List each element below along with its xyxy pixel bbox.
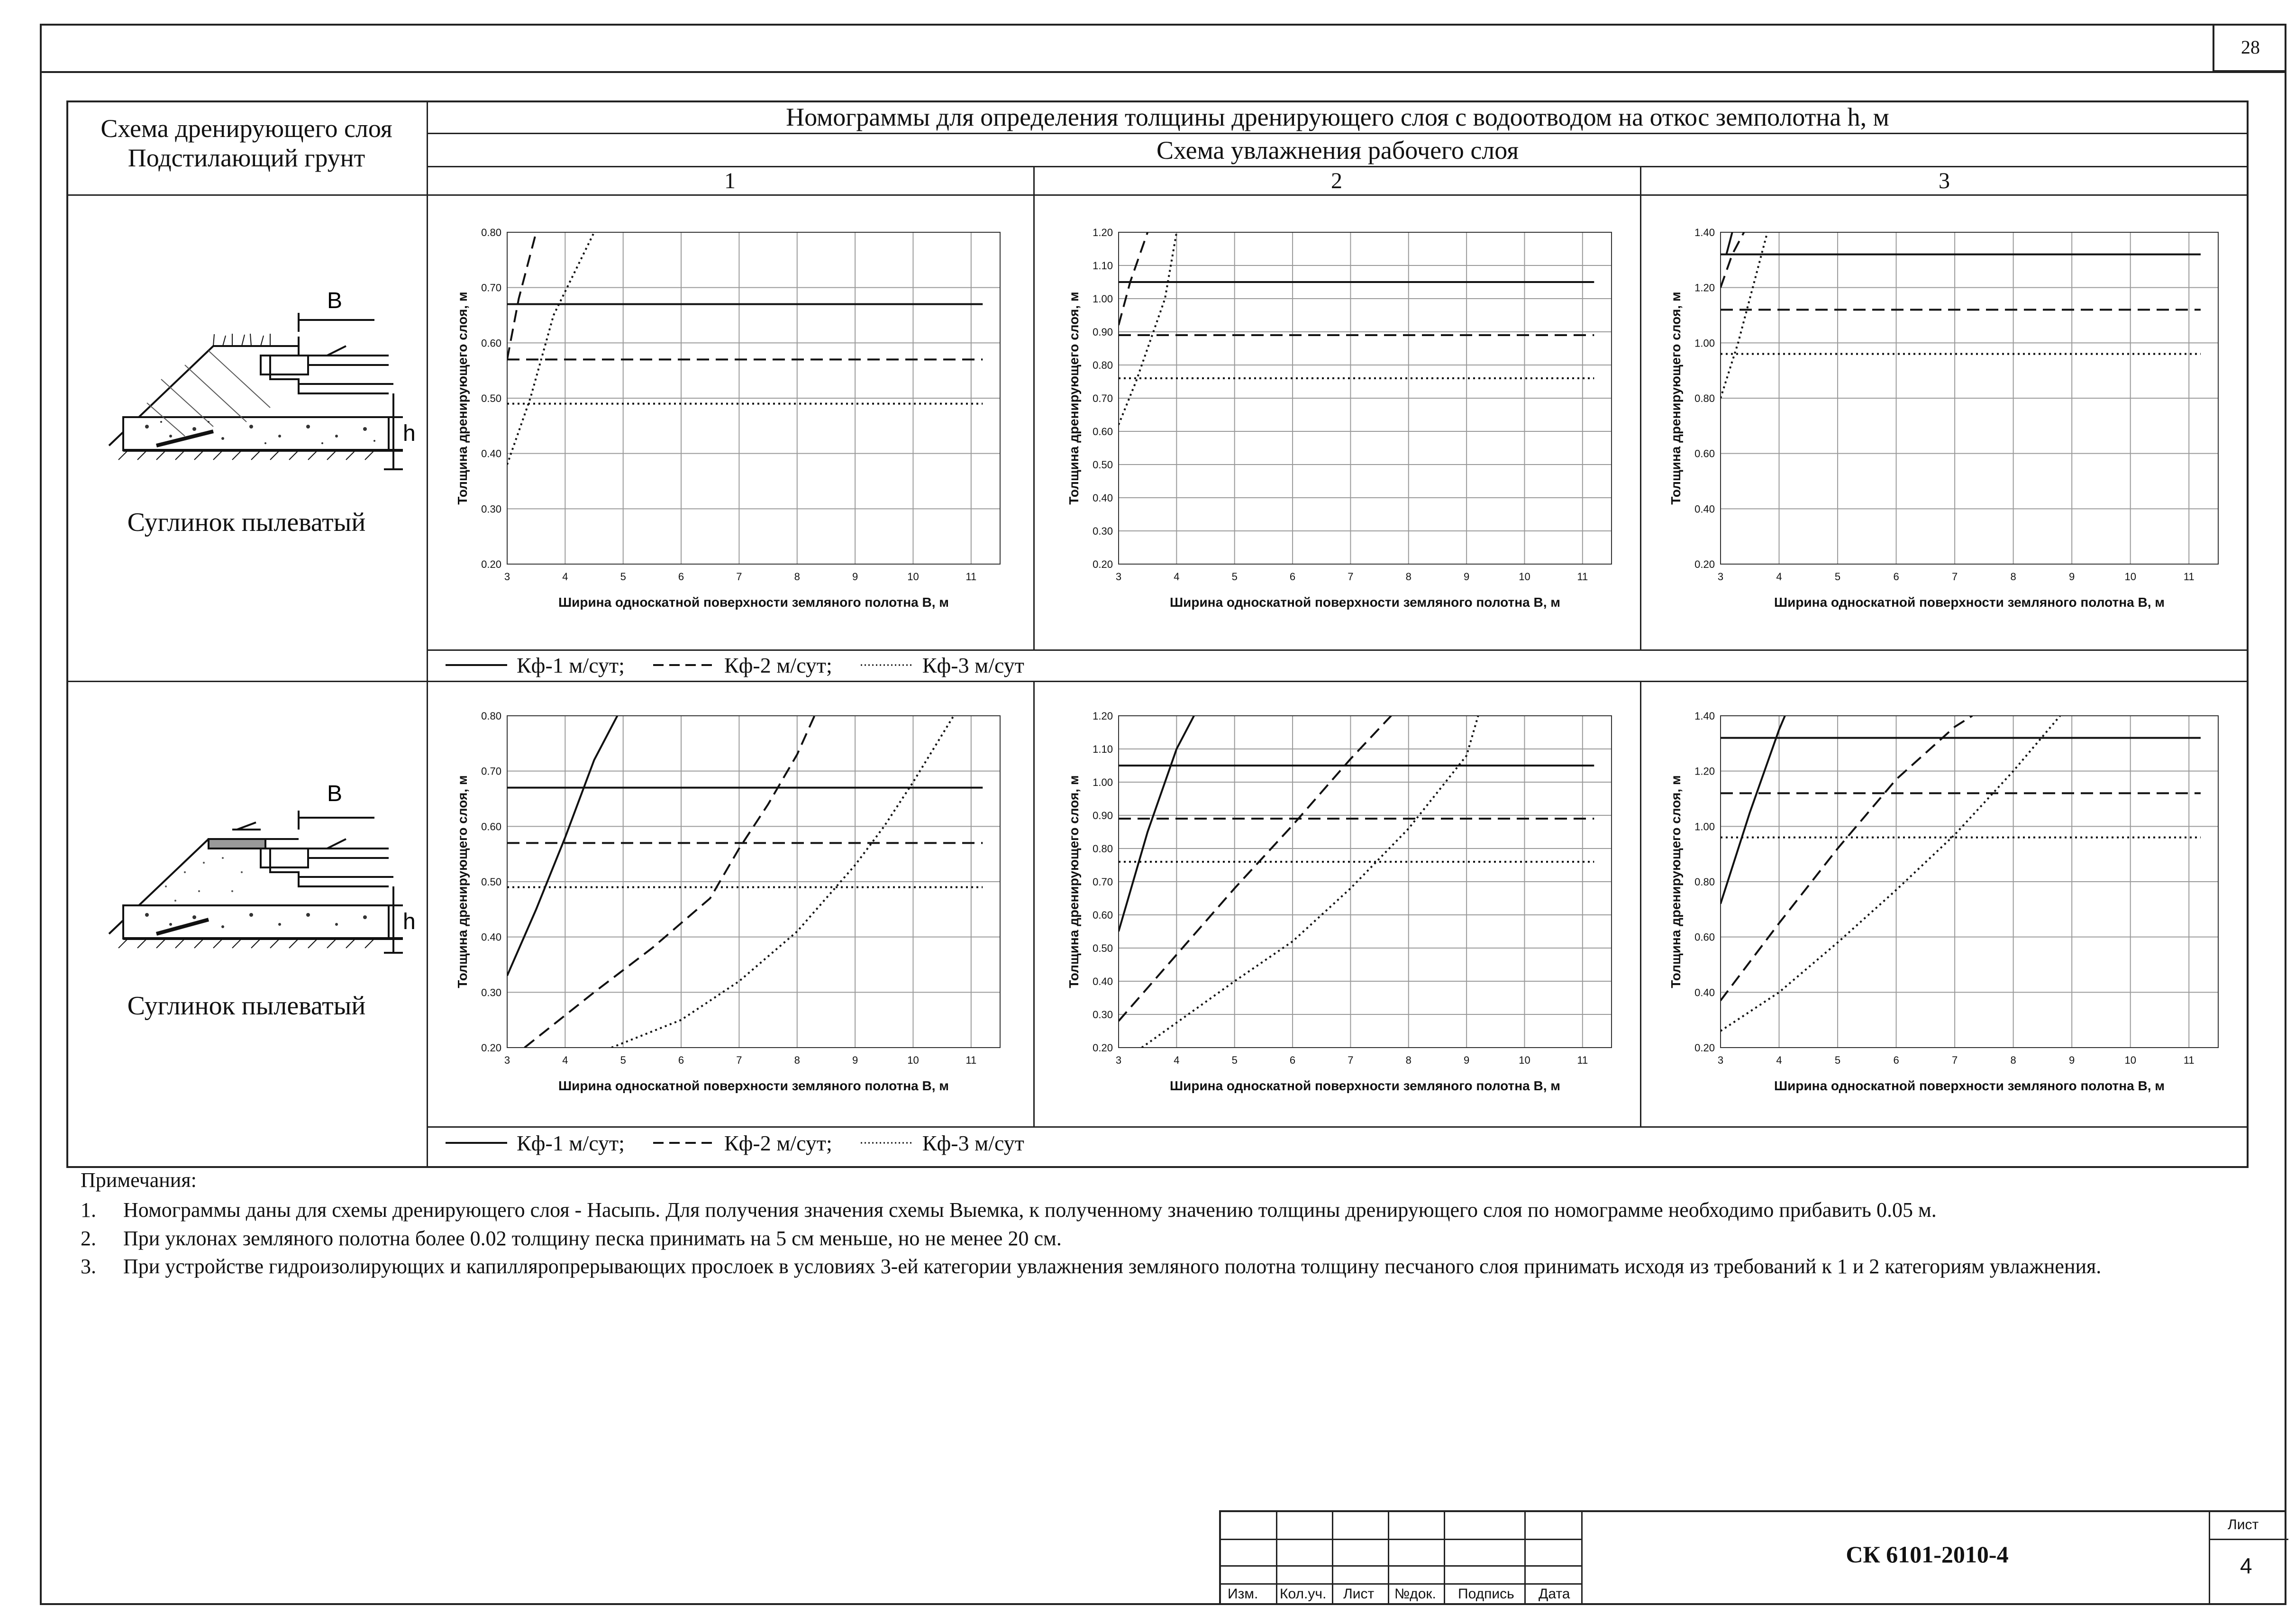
x-tick-label: 6	[678, 1054, 684, 1066]
x-tick-label: 8	[1405, 571, 1412, 583]
x-tick-label: 10	[1519, 1054, 1530, 1066]
y-tick-label: 1.00	[1093, 776, 1113, 788]
x-axis-label: Ширина односкатной поверхности земляного полотна B, м	[1169, 1078, 1561, 1093]
y-tick-label: 0.40	[1093, 492, 1113, 504]
x-tick-label: 11	[965, 1054, 977, 1066]
y-tick-label: 1.20	[1694, 282, 1715, 294]
x-tick-label: 6	[1289, 571, 1296, 583]
x-tick-label: 8	[794, 571, 800, 583]
header-left-line2: Подстилающий грунт	[128, 144, 365, 173]
y-tick-label: 0.80	[1694, 876, 1715, 888]
x-tick-label: 9	[2069, 571, 2075, 583]
y-tick-label: 0.20	[481, 1042, 501, 1054]
y-tick-label: 0.70	[481, 282, 501, 294]
main-title: Номограммы для определения толщины дренирующего слоя с водоотводом на откос земполотна h, м	[786, 103, 1889, 131]
header-left	[71, 114, 422, 173]
legend-item-3: Кф-3 м/сут	[922, 653, 1024, 677]
series-line-k2	[1721, 716, 1972, 1001]
x-tick-label: 4	[562, 571, 568, 583]
series-line-k3	[1721, 232, 1767, 398]
note-text: При устройстве гидроизолирующих и капилляропрерывающих прослоек в условиях 3-ей категории увлажнения земляного полотна толщину песчаного слоя принимать исходя из требований к 1 и 2 категориям увлажнения.	[123, 1255, 2102, 1278]
x-tick-label: 6	[1289, 1054, 1296, 1066]
y-tick-label: 1.00	[1694, 821, 1715, 833]
sketch-1-h-label: h	[403, 421, 416, 446]
x-tick-label: 8	[2010, 571, 2016, 583]
x-tick-label: 11	[1577, 571, 1588, 583]
x-tick-label: 7	[1951, 571, 1958, 583]
title-rule	[427, 133, 2249, 134]
x-tick-label: 7	[1951, 1054, 1958, 1066]
y-tick-label: 0.40	[481, 931, 501, 943]
stamp-row-line	[1221, 1565, 1581, 1567]
series-line-k1	[1721, 716, 1785, 904]
y-tick-label: 0.20	[1694, 558, 1715, 570]
note-text: Номограммы даны для схемы дренирующего слоя - Насыпь. Для получения значения схемы Выемка, к полученному значению толщины дренирующего слоя по номограмме необходимо прибавить 0.05 м.	[123, 1198, 1937, 1222]
x-tick-label: 9	[852, 571, 858, 583]
legend-row-1	[446, 649, 1024, 681]
series-line-k3	[507, 232, 594, 465]
y-tick-label: 0.40	[481, 447, 501, 460]
y-axis-label: Толщина дренирующего слоя, м	[1668, 292, 1683, 505]
y-tick-label: 0.20	[1093, 1042, 1113, 1054]
x-tick-label: 11	[965, 571, 977, 583]
x-axis-label: Ширина односкатной поверхности земляного полотна B, м	[558, 1078, 949, 1093]
y-tick-label: 1.10	[1093, 260, 1113, 272]
x-tick-label: 11	[1577, 1054, 1588, 1066]
sketch-2-b-label: B	[327, 781, 343, 806]
y-tick-label: 0.80	[481, 227, 501, 238]
nomogram-r2-c3	[1664, 706, 2237, 1114]
notes	[81, 1166, 2261, 1281]
x-tick-label: 3	[1115, 1054, 1122, 1066]
y-tick-label: 0.80	[1093, 359, 1113, 371]
x-tick-label: 3	[504, 1054, 510, 1066]
series-line-k2	[1721, 232, 1744, 288]
note-item	[81, 1224, 2261, 1252]
x-tick-label: 5	[1231, 571, 1238, 583]
y-tick-label: 0.70	[481, 765, 501, 777]
x-tick-label: 5	[620, 1054, 626, 1066]
y-tick-label: 0.40	[1694, 503, 1715, 515]
x-axis-label: Ширина односкатной поверхности земляного полотна B, м	[1169, 595, 1561, 610]
x-tick-label: 9	[2069, 1054, 2075, 1066]
y-tick-label: 0.80	[1093, 843, 1113, 855]
y-tick-label: 0.70	[1093, 392, 1113, 404]
x-tick-label: 6	[1893, 571, 1899, 583]
x-axis-label: Ширина односкатной поверхности земляного полотна B, м	[1774, 1078, 2165, 1093]
sheet-number: 4	[2240, 1553, 2252, 1578]
x-tick-label: 4	[562, 1054, 568, 1066]
x-tick-label: 8	[1405, 1054, 1412, 1066]
y-tick-label: 0.40	[1093, 976, 1113, 987]
series-line-k2	[507, 232, 536, 359]
x-tick-label: 9	[852, 1054, 858, 1066]
note-number: 1.	[81, 1198, 96, 1222]
page-number: 28	[2213, 24, 2286, 72]
x-tick-label: 9	[1463, 1054, 1470, 1066]
y-tick-label: 0.60	[1694, 931, 1715, 943]
y-tick-label: 0.80	[1694, 392, 1715, 404]
document-code: СК 6101-2010-4	[1846, 1541, 2009, 1568]
y-tick-label: 1.00	[1694, 337, 1715, 349]
soil-label-row-2: Суглинок пылеватый	[127, 991, 366, 1021]
sheet-label: Лист	[2228, 1517, 2259, 1533]
y-tick-label: 0.20	[481, 558, 501, 570]
y-tick-label: 0.90	[1093, 326, 1113, 338]
y-axis-label: Толщина дренирующего слоя, м	[1066, 775, 1081, 988]
y-tick-label: 0.50	[1093, 942, 1113, 954]
x-tick-label: 3	[1717, 1054, 1724, 1066]
x-tick-label: 7	[1348, 1054, 1354, 1066]
stamp-row-line	[1221, 1539, 1581, 1540]
legend-dotted-swatch	[861, 660, 913, 670]
y-tick-label: 1.20	[1694, 765, 1715, 777]
y-tick-label: 0.30	[481, 986, 501, 999]
x-tick-label: 5	[1834, 1054, 1841, 1066]
legend-item-2: Кф-2 м/сут;	[724, 653, 832, 677]
x-tick-label: 5	[1231, 1054, 1238, 1066]
x-tick-label: 7	[1348, 571, 1354, 583]
x-tick-label: 4	[1174, 1054, 1180, 1066]
note-number: 2.	[81, 1226, 96, 1250]
x-tick-label: 7	[736, 571, 742, 583]
x-tick-label: 5	[620, 571, 626, 583]
legend-dashed-swatch	[653, 660, 715, 670]
stamp-row-line	[2209, 1539, 2288, 1540]
legend-item-2: Кф-2 м/сут;	[724, 1131, 832, 1155]
x-tick-label: 5	[1834, 571, 1841, 583]
sub-title: Схема увлажнения рабочего слоя	[1156, 136, 1519, 164]
y-tick-label: 1.40	[1694, 710, 1715, 722]
y-tick-label: 0.60	[481, 337, 501, 349]
y-tick-label: 1.20	[1093, 227, 1113, 238]
stamp-col-line	[1388, 1512, 1389, 1605]
col-divider-1	[1033, 166, 1035, 649]
y-tick-label: 0.30	[481, 503, 501, 515]
y-tick-label: 0.90	[1093, 810, 1113, 821]
col-divider-left	[427, 100, 428, 1168]
legend-item-1: Кф-1 м/сут;	[517, 1131, 625, 1155]
stamp-col-kolvo: Кол.уч.	[1280, 1586, 1327, 1602]
y-tick-label: 0.50	[481, 392, 501, 404]
stamp-col-line	[1524, 1512, 1526, 1605]
stamp-col-ndok: №док.	[1394, 1586, 1436, 1602]
legend-solid-swatch	[446, 660, 507, 670]
header-left-line1: Схема дренирующего слоя	[100, 114, 392, 143]
legend-solid-swatch	[446, 1138, 507, 1148]
stamp-col-line	[2209, 1512, 2210, 1605]
col-divider-1b	[1033, 681, 1035, 1126]
y-tick-label: 1.10	[1093, 743, 1113, 755]
stamp-col-line	[1332, 1512, 1333, 1605]
x-tick-label: 11	[2183, 571, 2195, 583]
nomogram-r1-c1	[450, 223, 1019, 630]
y-tick-label: 1.00	[1093, 293, 1113, 305]
x-tick-label: 6	[678, 571, 684, 583]
y-tick-label: 0.60	[1093, 426, 1113, 438]
y-tick-label: 0.30	[1093, 525, 1113, 537]
legend-item-3: Кф-3 м/сут	[922, 1131, 1024, 1155]
x-tick-label: 6	[1893, 1054, 1899, 1066]
row-divider	[66, 681, 2249, 682]
top-rule	[40, 71, 2286, 73]
x-tick-label: 4	[1776, 1054, 1782, 1066]
x-tick-label: 10	[907, 1054, 919, 1066]
y-tick-label: 1.20	[1093, 710, 1113, 722]
stamp-col-podpis: Подпись	[1458, 1586, 1514, 1602]
y-axis-label: Толщина дренирующего слоя, м	[1066, 292, 1081, 505]
series-line-k1	[1726, 232, 1732, 255]
stamp-col-list: Лист	[1343, 1586, 1375, 1602]
stamp-col-line	[1444, 1512, 1445, 1605]
x-tick-label: 11	[2183, 1054, 2195, 1066]
note-text: При уклонах земляного полотна более 0.02 толщину песка принимать на 5 см меньше, но не менее 20 см.	[123, 1226, 1062, 1250]
y-axis-label: Толщина дренирующего слоя, м	[1668, 775, 1683, 988]
legend-item-1: Кф-1 м/сут;	[517, 653, 625, 677]
x-tick-label: 8	[2010, 1054, 2016, 1066]
y-tick-label: 0.60	[481, 821, 501, 833]
col-number-1: 1	[724, 168, 736, 193]
x-tick-label: 9	[1463, 571, 1470, 583]
x-axis-label: Ширина односкатной поверхности земляного полотна B, м	[1774, 595, 2165, 610]
x-tick-label: 4	[1776, 571, 1782, 583]
x-tick-label: 4	[1174, 571, 1180, 583]
drain-layer-sketch-2	[90, 777, 416, 958]
note-item	[81, 1196, 2261, 1224]
y-tick-label: 1.40	[1694, 227, 1715, 238]
stamp-row-line	[1221, 1583, 1581, 1585]
series-line-k3	[1721, 716, 2060, 1031]
title-block	[1219, 1510, 2286, 1605]
y-axis-label: Толщина дренирующего слоя, м	[455, 775, 470, 988]
note-number: 3.	[81, 1255, 96, 1278]
y-tick-label: 0.50	[1093, 459, 1113, 471]
y-tick-label: 0.60	[1093, 909, 1113, 921]
subtitle-rule	[427, 166, 2249, 167]
sketch-2-h-label: h	[403, 909, 416, 934]
y-tick-label: 0.20	[1694, 1042, 1715, 1054]
y-tick-label: 0.20	[1093, 558, 1113, 570]
legend-dotted-swatch	[861, 1138, 913, 1148]
col-number-2: 2	[1331, 168, 1342, 193]
notes-title: Примечания:	[81, 1168, 197, 1192]
legend-dashed-swatch	[653, 1138, 715, 1148]
x-tick-label: 10	[907, 571, 919, 583]
x-tick-label: 10	[2124, 571, 2136, 583]
col-divider-2	[1640, 166, 1641, 649]
stamp-col-line	[1276, 1512, 1277, 1605]
y-tick-label: 0.80	[481, 710, 501, 722]
x-tick-label: 10	[2124, 1054, 2136, 1066]
series-line-k2	[1119, 232, 1148, 325]
y-tick-label: 0.40	[1694, 986, 1715, 999]
stamp-col-data: Дата	[1539, 1586, 1570, 1602]
col-divider-2b	[1640, 681, 1641, 1126]
stamp-col-izm: Изм.	[1228, 1586, 1258, 1602]
series-line-k1	[1119, 716, 1194, 931]
soil-label-row-1: Суглинок пылеватый	[127, 508, 366, 537]
y-tick-label: 0.50	[481, 876, 501, 888]
x-tick-label: 3	[1115, 571, 1122, 583]
y-tick-label: 0.60	[1694, 447, 1715, 460]
x-tick-label: 10	[1519, 571, 1530, 583]
nomogram-r1-c3	[1664, 223, 2237, 630]
col-number-3: 3	[1939, 168, 1950, 193]
note-item	[81, 1252, 2261, 1280]
drain-layer-sketch-1	[90, 284, 416, 474]
x-tick-label: 7	[736, 1054, 742, 1066]
y-axis-label: Толщина дренирующего слоя, м	[455, 292, 470, 505]
y-tick-label: 0.30	[1093, 1009, 1113, 1021]
nomogram-r2-c1	[450, 706, 1019, 1114]
x-tick-label: 8	[794, 1054, 800, 1066]
sketch-1-b-label: B	[327, 288, 343, 313]
legend-row-2	[446, 1126, 1024, 1159]
y-tick-label: 0.70	[1093, 876, 1113, 888]
header-bottom-rule	[66, 194, 2249, 196]
nomogram-r1-c2	[1062, 223, 1630, 630]
x-tick-label: 3	[504, 571, 510, 583]
x-tick-label: 3	[1717, 571, 1724, 583]
nomogram-r2-c2	[1062, 706, 1630, 1114]
stamp-col-line	[1581, 1512, 1583, 1605]
x-axis-label: Ширина односкатной поверхности земляного полотна B, м	[558, 595, 949, 610]
series-line-k3	[1119, 232, 1176, 425]
